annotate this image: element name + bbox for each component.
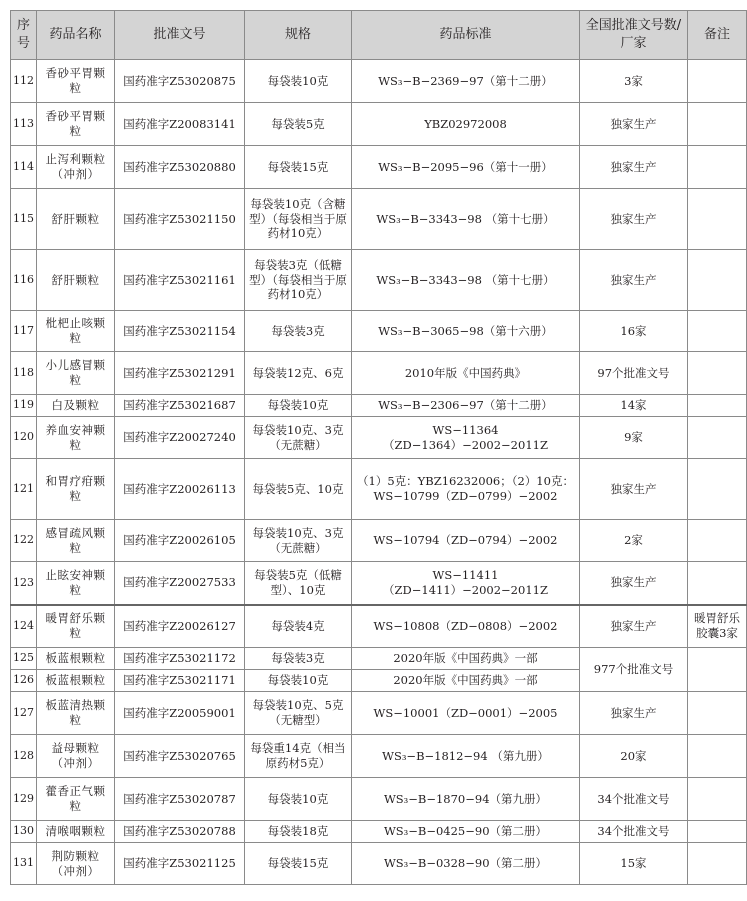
name-cell: 养血安神颗粒: [37, 417, 115, 459]
spec-cell: 每袋装12克、6克: [245, 352, 352, 395]
note-cell: [688, 311, 747, 352]
approval-cell: 国药准字Z53020880: [115, 146, 245, 189]
seq-cell: 121: [11, 459, 37, 520]
count-cell: 独家生产: [580, 605, 688, 648]
table-row: [11, 417, 747, 459]
table-row: [11, 459, 747, 520]
spec-cell: 每袋装10克: [245, 670, 352, 692]
spec-cell: 每袋重14克（相当原药材5克）: [245, 735, 352, 778]
approval-cell: 国药准字Z53021687: [115, 395, 245, 417]
name-cell: 板蓝根颗粒: [37, 648, 115, 670]
seq-cell: 131: [11, 843, 37, 885]
name-cell: 止眩安神颗粒: [37, 562, 115, 605]
standard-cell: WS−11411（ZD−1411）−2002−2011Z: [352, 562, 580, 605]
name-cell: 藿香正气颗粒: [37, 778, 115, 821]
count-cell: 独家生产: [580, 692, 688, 735]
count-cell: 9家: [580, 417, 688, 459]
count-cell: 独家生产: [580, 459, 688, 520]
spec-cell: 每袋装3克: [245, 311, 352, 352]
table-header-row: [11, 11, 747, 60]
spec-cell: 每袋装18克: [245, 821, 352, 843]
drug-catalog-sheet: [10, 10, 740, 885]
standard-cell: 2020年版《中国药典》一部: [352, 670, 580, 692]
name-cell: 止泻利颗粒（冲剂）: [37, 146, 115, 189]
name-cell: 板蓝根颗粒: [37, 670, 115, 692]
spec-cell: 每袋装10克: [245, 395, 352, 417]
table-row: [11, 843, 747, 885]
spec-cell: 每袋装10克: [245, 60, 352, 103]
table-row: [11, 352, 747, 395]
name-cell: 香砂平胃颗粒: [37, 60, 115, 103]
seq-cell: 112: [11, 60, 37, 103]
approval-cell: 国药准字Z20026105: [115, 520, 245, 562]
spec-cell: 每袋装3克: [245, 648, 352, 670]
approval-cell: 国药准字Z53020788: [115, 821, 245, 843]
name-cell: 白及颗粒: [37, 395, 115, 417]
seq-cell: 124: [11, 605, 37, 648]
spec-cell: 每袋装4克: [245, 605, 352, 648]
header-seq: 序号: [11, 11, 37, 60]
seq-cell: 126: [11, 670, 37, 692]
standard-cell: WS₃−B−0328−90（第二册）: [352, 843, 580, 885]
seq-cell: 114: [11, 146, 37, 189]
count-cell: 独家生产: [580, 250, 688, 311]
table-row: [11, 821, 747, 843]
note-cell: [688, 395, 747, 417]
note-cell: [688, 146, 747, 189]
standard-cell: WS₃−B−3343−98 （第十七册）: [352, 250, 580, 311]
table-row: [11, 103, 747, 146]
table-row: [11, 520, 747, 562]
seq-cell: 115: [11, 189, 37, 250]
approval-cell: 国药准字Z53021150: [115, 189, 245, 250]
approval-cell: 国药准字Z53021172: [115, 648, 245, 670]
count-cell: 16家: [580, 311, 688, 352]
count-cell: 独家生产: [580, 562, 688, 605]
note-cell: [688, 843, 747, 885]
name-cell: 舒肝颗粒: [37, 189, 115, 250]
note-cell: [688, 735, 747, 778]
name-cell: 舒肝颗粒: [37, 250, 115, 311]
count-cell: 独家生产: [580, 146, 688, 189]
count-cell: 97个批准文号: [580, 352, 688, 395]
note-cell: [688, 103, 747, 146]
name-cell: 枇杷止咳颗粒: [37, 311, 115, 352]
name-cell: 板蓝清热颗粒: [37, 692, 115, 735]
standard-cell: WS₃−B−0425−90（第二册）: [352, 821, 580, 843]
count-cell: 14家: [580, 395, 688, 417]
header-approval: 批准文号: [115, 11, 245, 60]
seq-cell: 116: [11, 250, 37, 311]
table-row: [11, 562, 747, 605]
approval-cell: 国药准字Z20026113: [115, 459, 245, 520]
seq-cell: 117: [11, 311, 37, 352]
count-cell: 独家生产: [580, 189, 688, 250]
approval-cell: 国药准字Z20083141: [115, 103, 245, 146]
approval-cell: 国药准字Z53021125: [115, 843, 245, 885]
approval-cell: 国药准字Z20027533: [115, 562, 245, 605]
count-cell-merged: 977个批准文号: [580, 648, 688, 692]
count-cell: 独家生产: [580, 103, 688, 146]
note-cell: [688, 352, 747, 395]
note-cell: [688, 60, 747, 103]
spec-cell: 每袋装10克、5克（无糖型）: [245, 692, 352, 735]
seq-cell: 113: [11, 103, 37, 146]
count-cell: 3家: [580, 60, 688, 103]
spec-cell: 每袋装10克: [245, 778, 352, 821]
approval-cell: 国药准字Z20026127: [115, 605, 245, 648]
header-spec: 规格: [245, 11, 352, 60]
name-cell: 和胃疗疳颗粒: [37, 459, 115, 520]
name-cell: 清喉咽颗粒: [37, 821, 115, 843]
seq-cell: 123: [11, 562, 37, 605]
spec-cell: 每袋装5克（低糖型）、10克: [245, 562, 352, 605]
table-row: [11, 605, 747, 648]
count-cell: 2家: [580, 520, 688, 562]
seq-cell: 130: [11, 821, 37, 843]
seq-cell: 119: [11, 395, 37, 417]
spec-cell: 每袋装5克、10克: [245, 459, 352, 520]
table-row: [11, 189, 747, 250]
seq-cell: 127: [11, 692, 37, 735]
approval-cell: 国药准字Z53021161: [115, 250, 245, 311]
header-note: 备注: [688, 11, 747, 60]
standard-cell: （1）5克：YBZ16232006；（2）10克：WS−10799（ZD−0799）−2002: [352, 459, 580, 520]
note-cell: 暖胃舒乐胶囊3家: [688, 605, 747, 648]
header-name: 药品名称: [37, 11, 115, 60]
standard-cell: WS₃−B−2306−97（第十二册）: [352, 395, 580, 417]
approval-cell: 国药准字Z20059001: [115, 692, 245, 735]
note-cell: [688, 778, 747, 821]
standard-cell: WS−11364（ZD−1364）−2002−2011Z: [352, 417, 580, 459]
approval-cell: 国药准字Z53021171: [115, 670, 245, 692]
table-row: [11, 735, 747, 778]
seq-cell: 125: [11, 648, 37, 670]
table-row: [11, 146, 747, 189]
standard-cell: WS−10001（ZD−0001）−2005: [352, 692, 580, 735]
count-cell: 15家: [580, 843, 688, 885]
approval-cell: 国药准字Z53021291: [115, 352, 245, 395]
standard-cell: 2010年版《中国药典》: [352, 352, 580, 395]
note-cell: [688, 417, 747, 459]
standard-cell: WS−10794（ZD−0794）−2002: [352, 520, 580, 562]
name-cell: 荆防颗粒（冲剂）: [37, 843, 115, 885]
name-cell: 感冒疏风颗粒: [37, 520, 115, 562]
drug-approval-table: [10, 10, 747, 885]
note-cell: [688, 520, 747, 562]
table-row: [11, 60, 747, 103]
table-row: [11, 692, 747, 735]
standard-cell: 2020年版《中国药典》一部: [352, 648, 580, 670]
note-cell: [688, 250, 747, 311]
standard-cell: WS₃−B−2095−96（第十一册）: [352, 146, 580, 189]
count-cell: 34个批准文号: [580, 821, 688, 843]
spec-cell: 每袋装10克、3克（无蔗糖）: [245, 520, 352, 562]
spec-cell: 每袋装5克: [245, 103, 352, 146]
standard-cell: WS₃−B−1812−94 （第九册）: [352, 735, 580, 778]
approval-cell: 国药准字Z20027240: [115, 417, 245, 459]
note-cell: [688, 562, 747, 605]
standard-cell: YBZ02972008: [352, 103, 580, 146]
note-cell: [688, 459, 747, 520]
seq-cell: 129: [11, 778, 37, 821]
approval-cell: 国药准字Z53020787: [115, 778, 245, 821]
spec-cell: 每袋装10克（含糖型）（每袋相当于原药材10克）: [245, 189, 352, 250]
spec-cell: 每袋装15克: [245, 146, 352, 189]
table-row: [11, 395, 747, 417]
spec-cell: 每袋装10克、3克（无蔗糖）: [245, 417, 352, 459]
spec-cell: 每袋装15克: [245, 843, 352, 885]
approval-cell: 国药准字Z53020765: [115, 735, 245, 778]
note-cell: [688, 648, 747, 692]
note-cell: [688, 692, 747, 735]
table-row: [11, 311, 747, 352]
name-cell: 暖胃舒乐颗粒: [37, 605, 115, 648]
standard-cell: WS₃−B−1870−94（第九册）: [352, 778, 580, 821]
header-standard: 药品标准: [352, 11, 580, 60]
table-row: [11, 778, 747, 821]
standard-cell: WS₃−B−3065−98（第十六册）: [352, 311, 580, 352]
name-cell: 小儿感冒颗粒: [37, 352, 115, 395]
standard-cell: WS₃−B−3343−98 （第十七册）: [352, 189, 580, 250]
table-row: [11, 250, 747, 311]
seq-cell: 128: [11, 735, 37, 778]
seq-cell: 120: [11, 417, 37, 459]
count-cell: 34个批准文号: [580, 778, 688, 821]
name-cell: 香砂平胃颗粒: [37, 103, 115, 146]
approval-cell: 国药准字Z53021154: [115, 311, 245, 352]
note-cell: [688, 821, 747, 843]
seq-cell: 118: [11, 352, 37, 395]
count-cell: 20家: [580, 735, 688, 778]
spec-cell: 每袋装3克（低糖型）（每袋相当于原药材10克）: [245, 250, 352, 311]
note-cell: [688, 189, 747, 250]
standard-cell: WS−10808（ZD−0808）−2002: [352, 605, 580, 648]
standard-cell: WS₃−B−2369−97（第十二册）: [352, 60, 580, 103]
table-row: [11, 648, 747, 670]
name-cell: 益母颗粒（冲剂）: [37, 735, 115, 778]
header-count: 全国批准文号数/厂家: [580, 11, 688, 60]
approval-cell: 国药准字Z53020875: [115, 60, 245, 103]
seq-cell: 122: [11, 520, 37, 562]
